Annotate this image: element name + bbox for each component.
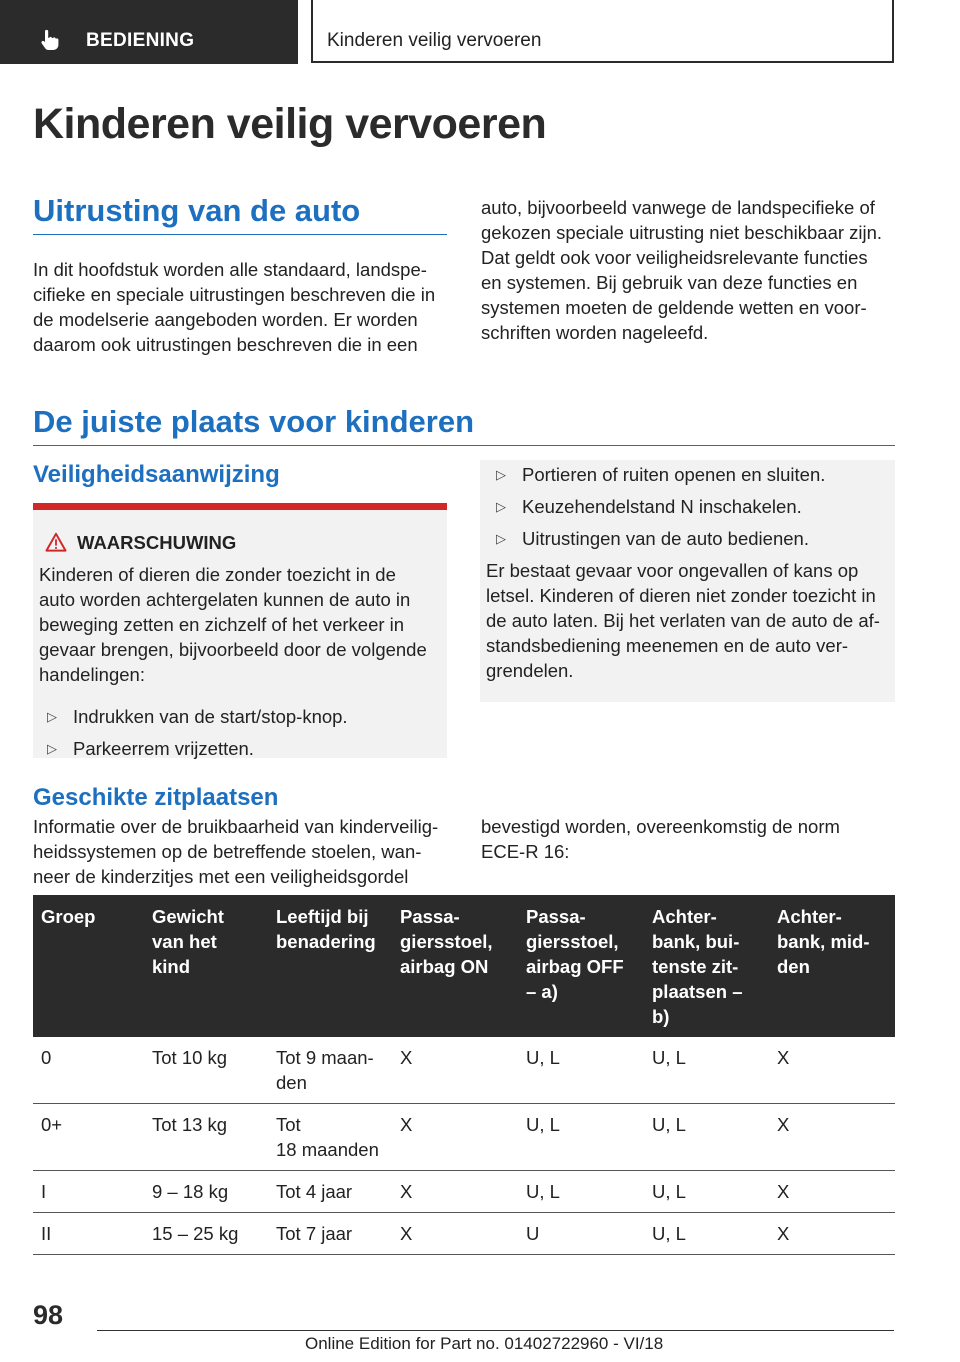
table-cell — [144, 1037, 268, 1104]
header-line: – a) — [526, 981, 558, 1002]
seats-text-left — [33, 814, 453, 889]
equipment-text-left — [33, 257, 453, 357]
table-cell — [644, 1104, 769, 1171]
cell-line: Tot — [276, 1114, 301, 1135]
header-line: plaatsen – — [652, 981, 743, 1002]
text-line: Dat geldt ook voor veiligheidsrelevante functies — [481, 247, 868, 268]
warning-bullet — [496, 526, 886, 551]
table-cell — [769, 1171, 895, 1213]
bullet-marker: ▷ — [496, 467, 506, 482]
cell-line: 0 — [41, 1047, 52, 1068]
table-row — [33, 1213, 895, 1255]
table-body — [33, 1037, 895, 1255]
warning-bullet — [496, 462, 886, 487]
cell-line: U, L — [652, 1047, 686, 1068]
table-cell — [518, 1037, 644, 1104]
cell-line: X — [777, 1223, 790, 1244]
table-cell — [33, 1104, 144, 1171]
header-chapter-tab — [311, 0, 894, 63]
header-line: den — [777, 956, 810, 977]
text-line: de auto laten. Bij het verlaten van de auto de af- — [486, 610, 880, 631]
cell-line: 9 – 18 kg — [152, 1181, 229, 1202]
table-row — [33, 1037, 895, 1104]
bullet-text: Indrukken van de start/stop-knop. — [73, 706, 348, 727]
cell-line: U, L — [526, 1114, 560, 1135]
header-line: Groep — [41, 906, 96, 927]
suitable-seats-heading: Geschikte zitplaatsen — [33, 784, 279, 811]
bullet-text: Parkeerrem vrijzetten. — [73, 738, 254, 759]
cell-line: 0+ — [41, 1114, 63, 1135]
cell-line: X — [777, 1114, 790, 1135]
text-line: beweging zetten en zichzelf of het verkeer in — [39, 614, 405, 635]
header-line: Passa- — [400, 906, 460, 927]
header-line: benadering — [276, 931, 376, 952]
column-header — [518, 895, 644, 1037]
column-header — [769, 895, 895, 1037]
bullet-text: Keuzehendelstand N inschakelen. — [522, 496, 802, 517]
table-cell — [144, 1171, 268, 1213]
children-place-heading: De juiste plaats voor kinderen — [33, 404, 895, 446]
header-section-tab — [0, 0, 298, 64]
text-line: grendelen. — [486, 660, 574, 681]
warning-bullet — [47, 736, 437, 761]
text-line: neer de kinderzitjes met een veiligheidsgordel — [33, 866, 409, 887]
header-line: Gewicht — [152, 906, 224, 927]
header-line: Achter- — [777, 906, 842, 927]
table-cell — [268, 1104, 392, 1171]
pointing-hand-icon — [38, 28, 62, 52]
text-line: auto worden achtergelaten kunnen de auto in — [39, 589, 411, 610]
table-cell — [518, 1171, 644, 1213]
header-chapter-label: Kinderen veilig vervoeren — [327, 30, 542, 51]
footer-divider — [97, 1330, 894, 1331]
seats-text-right — [481, 814, 895, 864]
warning-bullet — [47, 704, 437, 729]
text-line: heidssystemen op de betreffende stoelen, wan- — [33, 841, 422, 862]
page-number: 98 — [33, 1300, 64, 1330]
text-line: schriften worden nageleefd. — [481, 322, 709, 343]
warning-triangle-icon — [45, 532, 67, 552]
cell-line: X — [400, 1047, 413, 1068]
cell-line: U, L — [526, 1047, 560, 1068]
table-cell — [144, 1213, 268, 1255]
table-cell — [644, 1037, 769, 1104]
table-row — [33, 1171, 895, 1213]
header-line: giersstoel, — [400, 931, 493, 952]
text-line: standsbediening meenemen en de auto ver- — [486, 635, 849, 656]
bullet-marker: ▷ — [47, 709, 57, 724]
cell-line: U, L — [526, 1181, 560, 1202]
table-cell — [144, 1104, 268, 1171]
bullet-text: Uitrustingen van de auto bedienen. — [522, 528, 809, 549]
table-cell — [518, 1213, 644, 1255]
column-header — [33, 895, 144, 1037]
cell-line: 18 maanden — [276, 1139, 379, 1160]
bullet-marker: ▷ — [496, 499, 506, 514]
table-cell — [392, 1104, 518, 1171]
warning-title: WAARSCHUWING — [77, 532, 237, 553]
text-line: de modelserie aangeboden worden. Er worden — [33, 309, 418, 330]
cell-line: U, L — [652, 1223, 686, 1244]
text-line: bevestigd worden, overeenkomstig de norm — [481, 816, 840, 837]
text-line: auto, bijvoorbeeld vanwege de landspecifieke of — [481, 197, 875, 218]
table-cell — [268, 1171, 392, 1213]
table-cell — [769, 1213, 895, 1255]
text-line: letsel. Kinderen of dieren niet zonder toezicht in — [486, 585, 876, 606]
header-line: airbag OFF — [526, 956, 624, 977]
cell-line: U, L — [652, 1181, 686, 1202]
table-cell — [268, 1213, 392, 1255]
table-cell — [33, 1171, 144, 1213]
cell-line: II — [41, 1223, 52, 1244]
text-line: handelingen: — [39, 664, 145, 685]
column-header — [392, 895, 518, 1037]
text-line: Kinderen of dieren die zonder toezicht in de — [39, 564, 396, 585]
column-header — [144, 895, 268, 1037]
warning-closing-text — [486, 558, 891, 683]
text-line: ECE-R 16: — [481, 841, 570, 862]
bullet-marker: ▷ — [496, 531, 506, 546]
header-line: airbag ON — [400, 956, 489, 977]
cell-line: U — [526, 1223, 540, 1244]
bullet-text: Portieren of ruiten openen en sluiten. — [522, 464, 826, 485]
text-line: en systemen. Bij gebruik van deze functies en — [481, 272, 858, 293]
safety-heading: Veiligheidsaanwijzing — [33, 461, 280, 488]
cell-line: Tot 4 jaar — [276, 1181, 353, 1202]
text-line: In dit hoofdstuk worden alle standaard, landspe- — [33, 259, 427, 280]
column-header — [268, 895, 392, 1037]
cell-line: X — [777, 1181, 790, 1202]
cell-line: X — [400, 1114, 413, 1135]
cell-line: U, L — [652, 1114, 686, 1135]
table-row — [33, 1104, 895, 1171]
table-cell — [33, 1037, 144, 1104]
cell-line: den — [276, 1072, 307, 1093]
table-cell — [268, 1037, 392, 1104]
header-line: giersstoel, — [526, 931, 619, 952]
table-cell — [392, 1037, 518, 1104]
child-seat-table — [33, 895, 895, 1255]
text-line: systemen moeten de geldende wetten en voor- — [481, 297, 867, 318]
table-cell — [392, 1171, 518, 1213]
header-line: Passa- — [526, 906, 586, 927]
table-cell — [769, 1104, 895, 1171]
bullet-marker: ▷ — [47, 741, 57, 756]
table-cell — [644, 1171, 769, 1213]
equipment-text-right — [481, 195, 895, 345]
cell-line: X — [777, 1047, 790, 1068]
text-line: Informatie over de bruikbaarheid van kinderveilig- — [33, 816, 439, 837]
header-line: bank, mid- — [777, 931, 870, 952]
cell-line: I — [41, 1181, 47, 1202]
warning-bullet — [496, 494, 886, 519]
text-line: gevaar brengen, bijvoorbeeld door de volgende — [39, 639, 427, 660]
table-header — [33, 895, 895, 1037]
page-title: Kinderen veilig vervoeren — [33, 100, 547, 148]
warning-box — [33, 503, 447, 758]
cell-line: X — [400, 1181, 413, 1202]
equipment-heading: Uitrusting van de auto — [33, 193, 447, 235]
table-header-row — [33, 895, 895, 1037]
text-line: daarom ook uitrustingen beschreven die in een — [33, 334, 418, 355]
table-cell — [769, 1037, 895, 1104]
cell-line: Tot 10 kg — [152, 1047, 228, 1068]
cell-line: Tot 7 jaar — [276, 1223, 353, 1244]
cell-line: 15 – 25 kg — [152, 1223, 239, 1244]
header-line: tenste zit- — [652, 956, 739, 977]
table-cell — [644, 1213, 769, 1255]
warning-text — [39, 562, 441, 687]
header-line: Achter- — [652, 906, 717, 927]
cell-line: Tot 9 maan- — [276, 1047, 374, 1068]
header-line: kind — [152, 956, 191, 977]
header-section-label: BEDIENING — [86, 30, 195, 51]
warning-box-continued — [480, 460, 895, 702]
text-line: cifieke en speciale uitrustingen beschreven die in — [33, 284, 436, 305]
column-header — [644, 895, 769, 1037]
cell-line: Tot 13 kg — [152, 1114, 228, 1135]
text-line: gekozen speciale uitrusting niet beschikbaar zijn. — [481, 222, 883, 243]
table-cell — [392, 1213, 518, 1255]
text-line: Er bestaat gevaar voor ongevallen of kans op — [486, 560, 859, 581]
header-line: Leeftijd bij — [276, 906, 369, 927]
table-cell — [518, 1104, 644, 1171]
header-line: van het — [152, 931, 217, 952]
footer-edition: Online Edition for Part no. 01402722960 - VI/18 — [305, 1334, 664, 1353]
table-cell — [33, 1213, 144, 1255]
header-line: b) — [652, 1006, 670, 1027]
header-line: bank, bui- — [652, 931, 740, 952]
cell-line: X — [400, 1223, 413, 1244]
